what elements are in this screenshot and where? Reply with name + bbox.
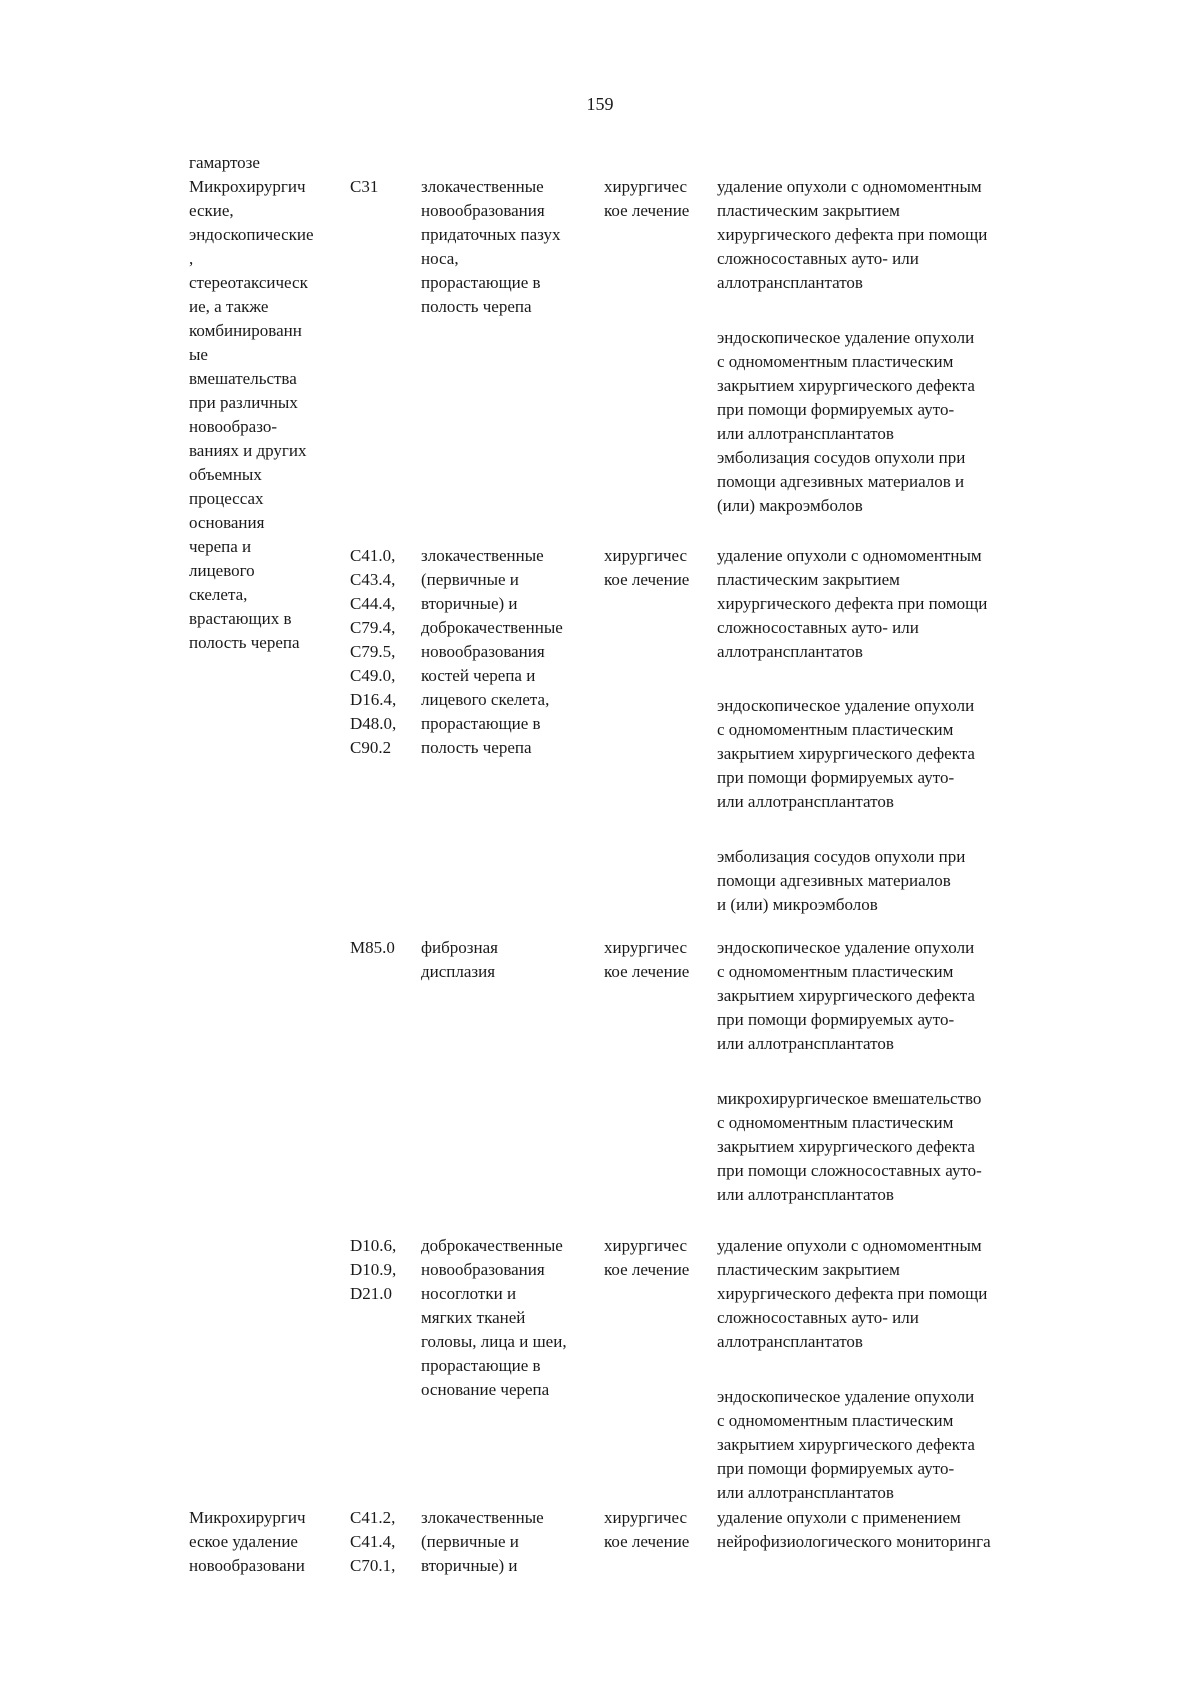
- diagnosis: доброкачественные новообразования носоглотки и мягких тканей головы, лица и шеи, прорастающие в основание черепа: [421, 1236, 567, 1399]
- intervention-group-microsurgical-removal: Микрохирургич еское удаление новообразовани: [189, 1508, 306, 1575]
- treatment-method: удаление опухоли с одномоментным пластическим закрытием хирургического дефекта при помощи сложносоставных ауто- или аллотрансплантатов: [717, 1236, 988, 1351]
- intervention-group-continued: гамартозе: [189, 153, 260, 172]
- diagnosis: злокачественные новообразования придаточных пазух носа, прорастающие в полость черепа: [421, 177, 561, 316]
- treatment-method: эндоскопическое удаление опухоли с одномоментным пластическим закрытием хирургического дефекта при помощи формируемых ауто- или аллотрансплантатов: [717, 696, 975, 811]
- diagnosis: злокачественные (первичные и вторичные) и доброкачественные новообразования костей черепа и лицевого скелета, прорастающие в полость черепа: [421, 546, 563, 757]
- icd-codes: C31: [350, 177, 379, 196]
- treatment-method: удаление опухоли с одномоментным пластическим закрытием хирургического дефекта при помощи сложносоставных ауто- или аллотрансплантатов: [717, 546, 988, 661]
- icd-codes: C41.0, C43.4, C44.4, C79.4, C79.5, C49.0, D16.4, D48.0, C90.2: [350, 546, 397, 757]
- treatment-method: микрохирургическое вмешательство с одномоментным пластическим закрытием хирургического дефекта при помощи сложносоставных ауто- или аллотрансплантатов: [717, 1089, 982, 1204]
- diagnosis: злокачественные (первичные и вторичные) и: [421, 1508, 544, 1575]
- treatment-method: удаление опухоли с применением нейрофизиологического мониторинга: [717, 1508, 991, 1551]
- treatment-method: эмболизация сосудов опухоли при помощи адгезивных материалов и (или) микроэмболов: [717, 847, 966, 914]
- icd-codes: D10.6, D10.9, D21.0: [350, 1236, 397, 1303]
- page-number: 159: [586, 94, 614, 114]
- treatment-type: хирургичес кое лечение: [604, 1508, 690, 1551]
- treatment-method: эндоскопическое удаление опухоли с одномоментным пластическим закрытием хирургического дефекта при помощи формируемых ауто- или аллотрансплантатов эмболизация сосудов опухоли при помощи адгезивных материалов и (или) макроэмболов: [717, 328, 975, 515]
- treatment-type: хирургичес кое лечение: [604, 1236, 690, 1279]
- icd-codes: M85.0: [350, 938, 395, 957]
- treatment-method: эндоскопическое удаление опухоли с одномоментным пластическим закрытием хирургического дефекта при помощи формируемых ауто- или аллотрансплантатов: [717, 938, 975, 1053]
- intervention-group-skull-base: Микрохирургич еские, эндоскопические , стереотаксическ ие, а также комбинированн ые вмешательства при различных новообразо- ваниях и других объемных процессах основания черепа и лицевого скелета, врастающих в полость черепа: [189, 177, 314, 652]
- treatment-method: эндоскопическое удаление опухоли с одномоментным пластическим закрытием хирургического дефекта при помощи формируемых ауто- или аллотрансплантатов: [717, 1387, 975, 1502]
- treatment-type: хирургичес кое лечение: [604, 546, 690, 589]
- icd-codes: C41.2, C41.4, C70.1,: [350, 1508, 396, 1575]
- treatment-type: хирургичес кое лечение: [604, 177, 690, 220]
- treatment-type: хирургичес кое лечение: [604, 938, 690, 981]
- treatment-method: удаление опухоли с одномоментным пластическим закрытием хирургического дефекта при помощи сложносоставных ауто- или аллотрансплантатов: [717, 177, 988, 292]
- diagnosis: фиброзная дисплазия: [421, 938, 498, 981]
